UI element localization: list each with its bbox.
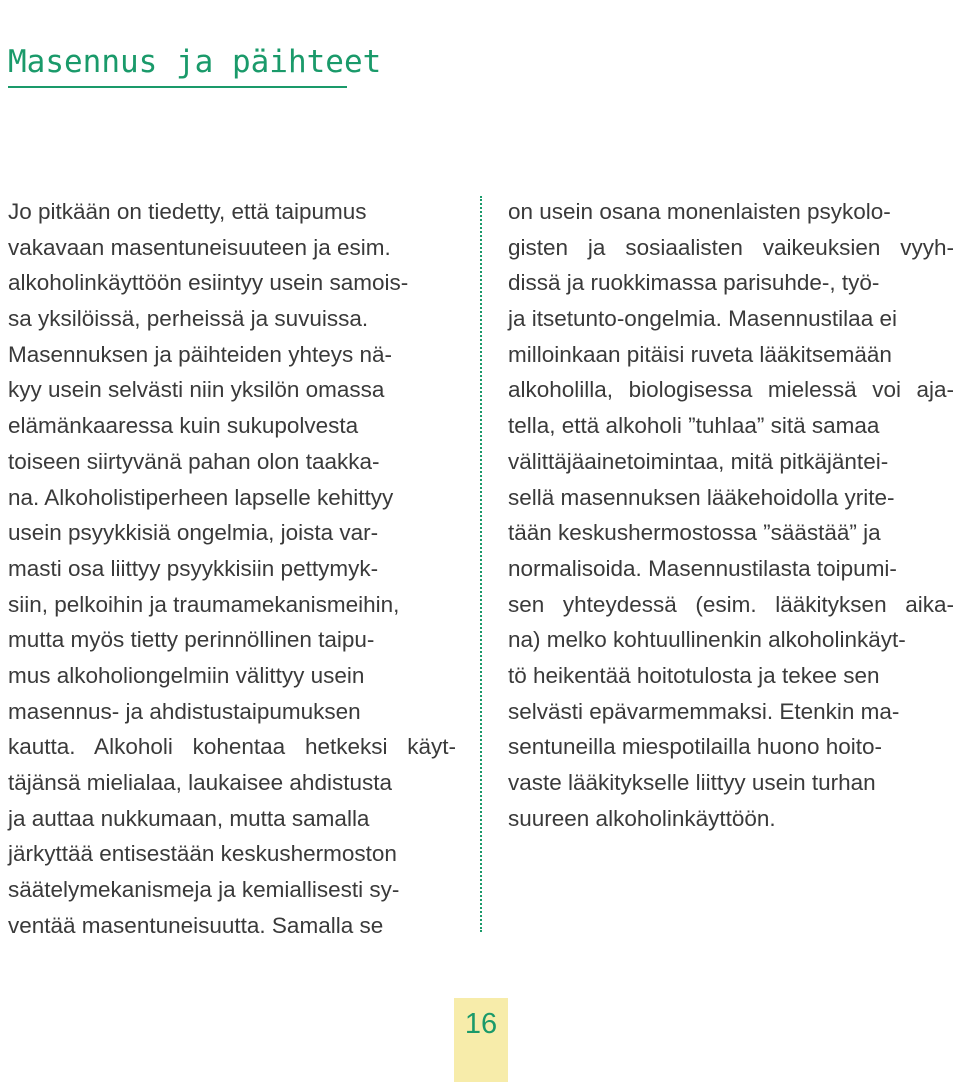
text-line: toiseen siirtyvänä pahan olon taakka-: [8, 448, 380, 474]
text-line: ja auttaa nukkumaan, mutta samalla: [8, 805, 370, 831]
text-line: ja itsetunto-ongelmia. Masennustilaa ei: [508, 306, 897, 332]
text-line: sa yksilöissä, perheissä ja suvuissa.: [8, 306, 369, 332]
text-line: dissä ja ruokkimassa parisuhde-, työ-: [508, 270, 880, 296]
column-divider: [480, 196, 482, 932]
page-number: 16: [464, 1008, 498, 1040]
text-line: järkyttää entisestään keskushermoston: [8, 841, 397, 867]
right-text-column: [508, 194, 954, 836]
text-line: tö heikentää hoitotulosta ja tekee sen: [508, 662, 880, 688]
title-underline: [8, 86, 347, 88]
text-line: vaste lääkitykselle liittyy usein turhan: [508, 770, 876, 795]
text-line: milloinkaan pitäisi ruveta lääkitsemään: [508, 341, 892, 367]
text-line: sentuneilla miespotilailla huono hoito-: [508, 734, 882, 760]
text-line: mutta myös tietty perinnöllinen taipu-: [8, 627, 375, 653]
text-line: elämänkaaressa kuin sukupolvesta: [8, 413, 359, 439]
text-line: Jo pitkään on tiedetty, että taipumus: [8, 199, 367, 224]
text-line: usein psyykkisiä ongelmia, joista var-: [8, 520, 379, 546]
text-line: on usein osana monenlaisten psykolo-: [508, 199, 891, 224]
text-line: masennus- ja ahdistustaipumuksen: [8, 698, 361, 724]
text-line: sellä masennuksen lääkehoidolla yrite-: [508, 484, 895, 510]
text-line: vakavaan masentuneisuuteen ja esim.: [8, 234, 391, 260]
text-line: siin, pelkoihin ja traumamekanismeihin,: [8, 591, 400, 617]
text-line: gisten ja sosiaalisten vaikeuksien vyyh-: [508, 234, 954, 260]
text-line: ventää masentuneisuutta. Samalla se: [8, 912, 384, 938]
text-line: suureen alkoholinkäyttöön.: [508, 805, 776, 831]
text-line: kautta. Alkoholi kohentaa hetkeksi käyt-: [8, 734, 456, 760]
text-line: Masennuksen ja päihteiden yhteys nä-: [8, 341, 392, 367]
page-number-box: [454, 998, 508, 1082]
text-line: säätelymekanismeja ja kemiallisesti sy-: [8, 877, 400, 903]
left-text-column: [8, 194, 456, 943]
text-line: masti osa liittyy psyykkisiin pettymyk-: [8, 555, 379, 581]
text-line: sen yhteydessä (esim. lääkityksen aika-: [508, 591, 954, 617]
text-line: normalisoida. Masennustilasta toipumi-: [508, 555, 897, 581]
page-title: Masennus ja päihteet: [8, 44, 382, 80]
text-line: na) melko kohtuullinenkin alkoholinkäyt-: [508, 627, 906, 653]
text-line: mus alkoholiongelmiin välittyy usein: [8, 662, 365, 688]
text-line: alkoholinkäyttöön esiintyy usein samois-: [8, 270, 409, 296]
text-line: alkoholilla, biologisessa mielessä voi aja-: [508, 377, 954, 403]
text-line: täjänsä mielialaa, laukaisee ahdistusta: [8, 770, 392, 795]
text-line: välittäjäainetoimintaa, mitä pitkäjäntei-: [508, 448, 889, 474]
text-line: tään keskushermostossa ”säästää” ja: [508, 520, 881, 546]
text-line: selvästi epävarmemmaksi. Etenkin ma-: [508, 698, 900, 724]
text-line: na. Alkoholistiperheen lapselle kehittyy: [8, 484, 394, 510]
text-line: kyy usein selvästi niin yksilön omassa: [8, 377, 385, 403]
text-line: tella, että alkoholi ”tuhlaa” sitä samaa: [508, 413, 880, 439]
